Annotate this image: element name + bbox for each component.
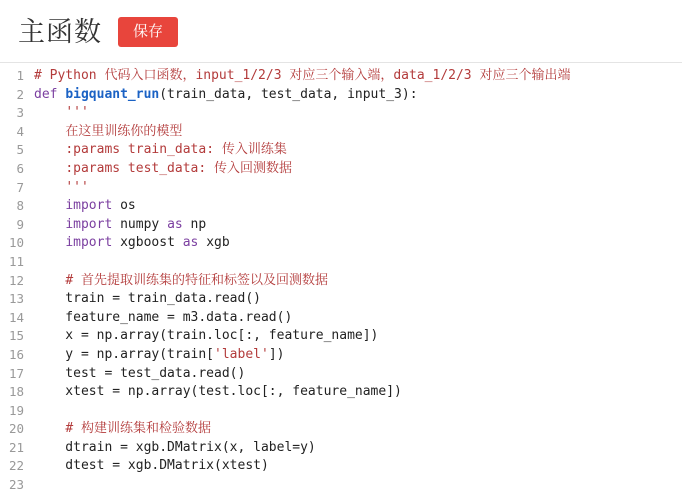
code-token: bigquant_run — [65, 86, 160, 102]
line-number: 14 — [8, 309, 24, 325]
code-token — [34, 105, 65, 120]
line-number: 7 — [16, 179, 24, 195]
code-line[interactable] — [30, 179, 682, 198]
code-line[interactable] — [30, 253, 682, 272]
code-token: xgb — [198, 235, 230, 251]
code-token: np — [182, 216, 207, 232]
code-token: def — [34, 86, 66, 102]
code-line[interactable] — [30, 160, 682, 179]
code-token — [34, 217, 65, 232]
code-line[interactable] — [30, 290, 682, 309]
code-line[interactable] — [30, 272, 682, 291]
code-token: import — [65, 235, 113, 251]
line-number: 4 — [16, 123, 24, 139]
line-number: 11 — [8, 253, 24, 269]
line-number: 16 — [8, 346, 24, 362]
code-token: ]) — [268, 346, 285, 362]
code-line[interactable] — [30, 197, 682, 216]
code-line[interactable] — [30, 234, 682, 253]
line-number: 15 — [8, 328, 24, 344]
line-number-gutter — [0, 67, 30, 495]
code-line[interactable] — [30, 476, 682, 495]
code-token — [34, 235, 65, 250]
code-token: # 首先提取训练集的特征和标签以及回测数据 — [65, 272, 328, 288]
code-line[interactable] — [30, 383, 682, 402]
code-token: as — [182, 235, 199, 251]
code-token: 'label' — [214, 346, 269, 362]
code-line[interactable] — [30, 457, 682, 476]
line-number: 21 — [8, 439, 24, 455]
page-title: 主函数 — [18, 16, 102, 48]
line-number: 9 — [16, 216, 24, 232]
code-token — [34, 180, 65, 195]
line-number: 19 — [8, 402, 24, 418]
code-area[interactable] — [0, 63, 682, 495]
code-line[interactable] — [30, 365, 682, 384]
line-number: 8 — [16, 198, 24, 214]
code-token: xtest = np.array(test.loc[:, feature_name]) — [34, 384, 402, 400]
code-token — [34, 142, 65, 157]
code-line[interactable] — [30, 67, 682, 86]
code-token: ''' — [65, 179, 89, 195]
line-number: 17 — [8, 365, 24, 381]
code-line[interactable] — [30, 104, 682, 123]
code-token — [34, 124, 65, 139]
code-token: os — [112, 198, 136, 214]
code-token: numpy — [112, 216, 168, 232]
line-number: 13 — [8, 291, 24, 307]
code-line[interactable] — [30, 439, 682, 458]
code-line[interactable] — [30, 309, 682, 328]
code-token: import — [65, 198, 113, 214]
code-token: xgboost — [112, 235, 183, 251]
line-number: 5 — [16, 142, 24, 158]
code-token: as — [167, 216, 183, 232]
line-number: 23 — [8, 477, 24, 493]
code-line[interactable] — [30, 123, 682, 142]
code-token: 在这里训练你的模型 — [65, 123, 183, 139]
line-number: 3 — [16, 105, 24, 121]
line-number: 2 — [16, 86, 24, 102]
line-number: 10 — [8, 235, 24, 251]
code-token: (train_data, test_data, input_3): — [159, 86, 418, 102]
code-token: :params test_data: 传入回测数据 — [65, 160, 293, 176]
code-token — [34, 161, 65, 176]
code-token: train = train_data.read() — [34, 291, 261, 307]
code-token: x = np.array(train.loc[:, feature_name]) — [34, 328, 379, 344]
line-number: 1 — [16, 68, 24, 83]
code-line[interactable] — [30, 86, 682, 105]
save-button[interactable]: 保存 — [118, 17, 178, 47]
code-token: test = test_data.read() — [34, 365, 246, 381]
code-line[interactable] — [30, 141, 682, 160]
code-token — [34, 198, 65, 213]
code-token: # Python 代码入口函数，input_1/2/3 对应三个输入端，data_1/2/3 对应三个输出端 — [34, 68, 571, 83]
panel-header — [0, 0, 682, 62]
code-line[interactable] — [30, 327, 682, 346]
code-token — [34, 421, 65, 436]
line-number: 18 — [8, 384, 24, 400]
code-token — [34, 273, 65, 288]
code-token: y = np.array(train[ — [34, 346, 215, 362]
code-line[interactable] — [30, 402, 682, 421]
vertical-scrollbar[interactable] — [674, 63, 682, 475]
code-token: dtrain = xgb.DMatrix(x, label=y) — [34, 439, 316, 455]
line-number: 22 — [8, 458, 24, 474]
line-number: 6 — [16, 160, 24, 176]
code-line[interactable] — [30, 216, 682, 235]
code-token: ''' — [65, 105, 89, 121]
line-number: 12 — [8, 272, 24, 288]
code-line[interactable] — [30, 346, 682, 365]
line-number: 20 — [8, 421, 24, 437]
code-token: import — [65, 216, 113, 232]
code-token: :params train_data: 传入训练集 — [65, 142, 287, 158]
code-content[interactable] — [30, 67, 682, 495]
code-line[interactable] — [30, 420, 682, 439]
code-token: dtest = xgb.DMatrix(xtest) — [34, 458, 269, 474]
code-token: # 构建训练集和检验数据 — [65, 421, 211, 437]
code-token: feature_name = m3.data.read() — [34, 309, 293, 325]
code-editor[interactable] — [0, 62, 682, 493]
